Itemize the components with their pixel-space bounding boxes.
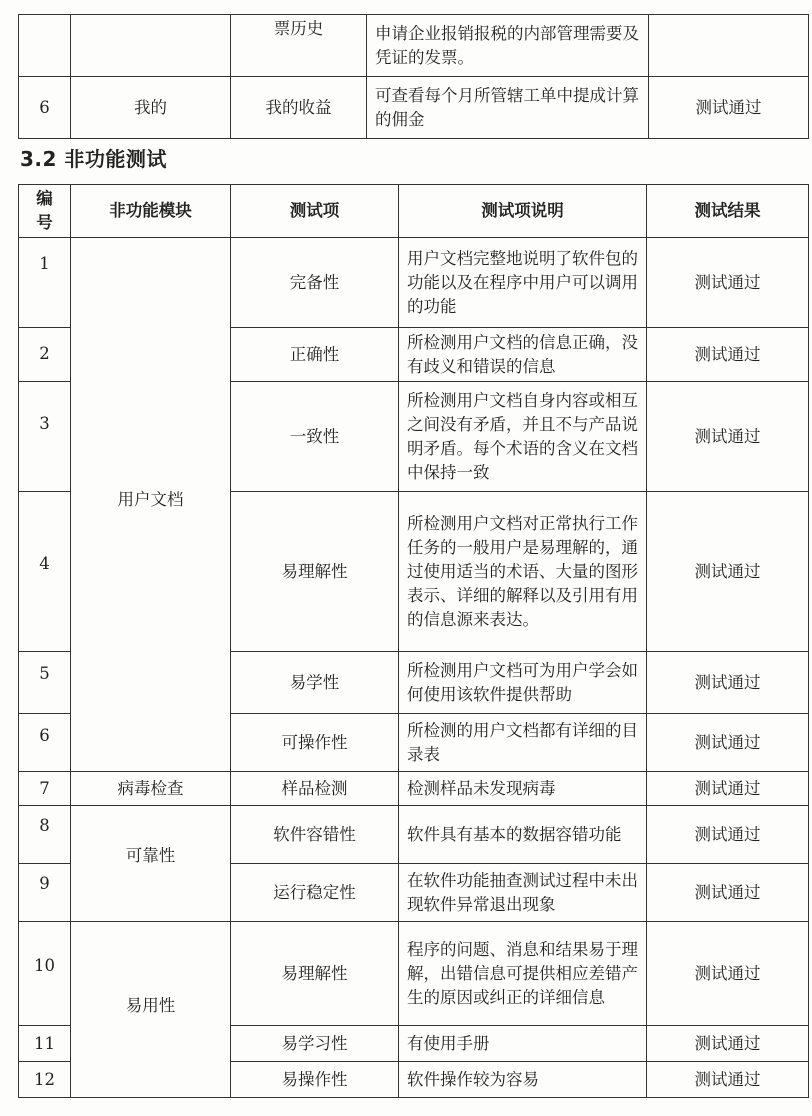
test-desc-cell: 在软件功能抽查测试过程中未出现软件异常退出现象 [399,864,647,922]
test-result-cell: 测试通过 [647,922,809,1026]
table-row [19,15,809,77]
row-number: 5 [19,652,71,714]
test-result-cell: 测试通过 [647,864,809,922]
test-result-cell: 测试通过 [647,806,809,864]
test-item-cell: 可操作性 [231,714,399,772]
test-desc-cell: 所检测用户文档可为用户学会如何使用该软件提供帮助 [399,652,647,714]
test-desc-cell: 所检测用户文档自身内容或相互之间没有矛盾，并且不与产品说明矛盾。每个术语的含义在文档中保持一致 [399,382,647,492]
test-result-cell: 测试通过 [647,492,809,652]
test-item-cell: 易学性 [231,652,399,714]
test-item-cell: 易操作性 [231,1062,399,1098]
test-item-cell: 易学习性 [231,1026,399,1062]
test-desc-cell: 所检测的用户文档都有详细的目录表 [399,714,647,772]
test-item-cell: 完备性 [231,238,399,328]
module-virus-check: 病毒检查 [71,772,231,806]
row-number: 11 [19,1026,71,1062]
module-cell [71,15,231,77]
test-desc-cell: 有使用手册 [399,1026,647,1062]
row-number: 6 [19,77,71,139]
row-number: 6 [19,714,71,772]
row-number: 9 [19,864,71,922]
test-desc-cell: 程序的问题、消息和结果易于理解，出错信息可提供相应差错产生的原因或纠正的详细信息 [399,922,647,1026]
test-desc-cell: 所检测用户文档对正常执行工作任务的一般用户是易理解的，通过使用适当的术语、大量的图形表示、详细的解释以及引用有用的信息源来表达。 [399,492,647,652]
test-desc-cell: 用户文档完整地说明了软件包的功能以及在程序中用户可以调用的功能 [399,238,647,328]
test-item-cell: 运行稳定性 [231,864,399,922]
test-result-cell: 测试通过 [647,1062,809,1098]
row-number: 4 [19,492,71,652]
test-result-cell: 测试通过 [647,652,809,714]
test-result-cell: 测试通过 [647,714,809,772]
row-number [19,15,71,77]
header-number: 编号 [19,185,71,238]
module-usability: 易用性 [71,922,231,1098]
test-result-cell [649,15,809,77]
test-desc-cell: 软件具有基本的数据容错功能 [399,806,647,864]
test-result-cell: 测试通过 [647,772,809,806]
row-number: 2 [19,328,71,382]
test-desc-cell: 申请企业报销报税的内部管理需要及凭证的发票。 [367,15,649,77]
header-test-result: 测试结果 [647,185,809,238]
row-number: 1 [19,238,71,328]
test-item-cell: 一致性 [231,382,399,492]
test-result-cell: 测试通过 [647,382,809,492]
test-item-cell: 正确性 [231,328,399,382]
table-row [19,238,809,328]
test-desc-cell: 所检测用户文档的信息正确，没有歧义和错误的信息 [399,328,647,382]
test-result-cell: 测试通过 [649,77,809,139]
test-result-cell: 测试通过 [647,328,809,382]
table-header-row [19,185,809,238]
row-number: 12 [19,1062,71,1098]
table-row [19,77,809,139]
module-reliability: 可靠性 [71,806,231,922]
row-number: 7 [19,772,71,806]
test-item-cell: 易理解性 [231,492,399,652]
row-number: 8 [19,806,71,864]
test-desc-cell: 软件操作较为容易 [399,1062,647,1098]
test-result-cell: 测试通过 [647,1026,809,1062]
header-module: 非功能模块 [71,185,231,238]
non-functional-test-table [18,184,809,1098]
table-row [19,922,809,1026]
row-number: 10 [19,922,71,1026]
test-item-cell: 样品检测 [231,772,399,806]
functional-test-table-continued [18,14,809,139]
test-item-cell: 我的收益 [231,77,367,139]
test-desc-cell: 检测样品未发现病毒 [399,772,647,806]
table-row [19,806,809,864]
table-row [19,772,809,806]
test-item-cell: 易理解性 [231,922,399,1026]
test-item-cell: 软件容错性 [231,806,399,864]
section-title: 3.2 非功能测试 [20,147,167,171]
test-item-cell: 票历史 [231,15,367,77]
row-number: 3 [19,382,71,492]
header-test-desc: 测试项说明 [399,185,647,238]
module-cell: 我的 [71,77,231,139]
test-desc-cell: 可查看每个月所管辖工单中提成计算的佣金 [367,77,649,139]
module-user-doc: 用户文档 [71,238,231,772]
header-test-item: 测试项 [231,185,399,238]
test-result-cell: 测试通过 [647,238,809,328]
